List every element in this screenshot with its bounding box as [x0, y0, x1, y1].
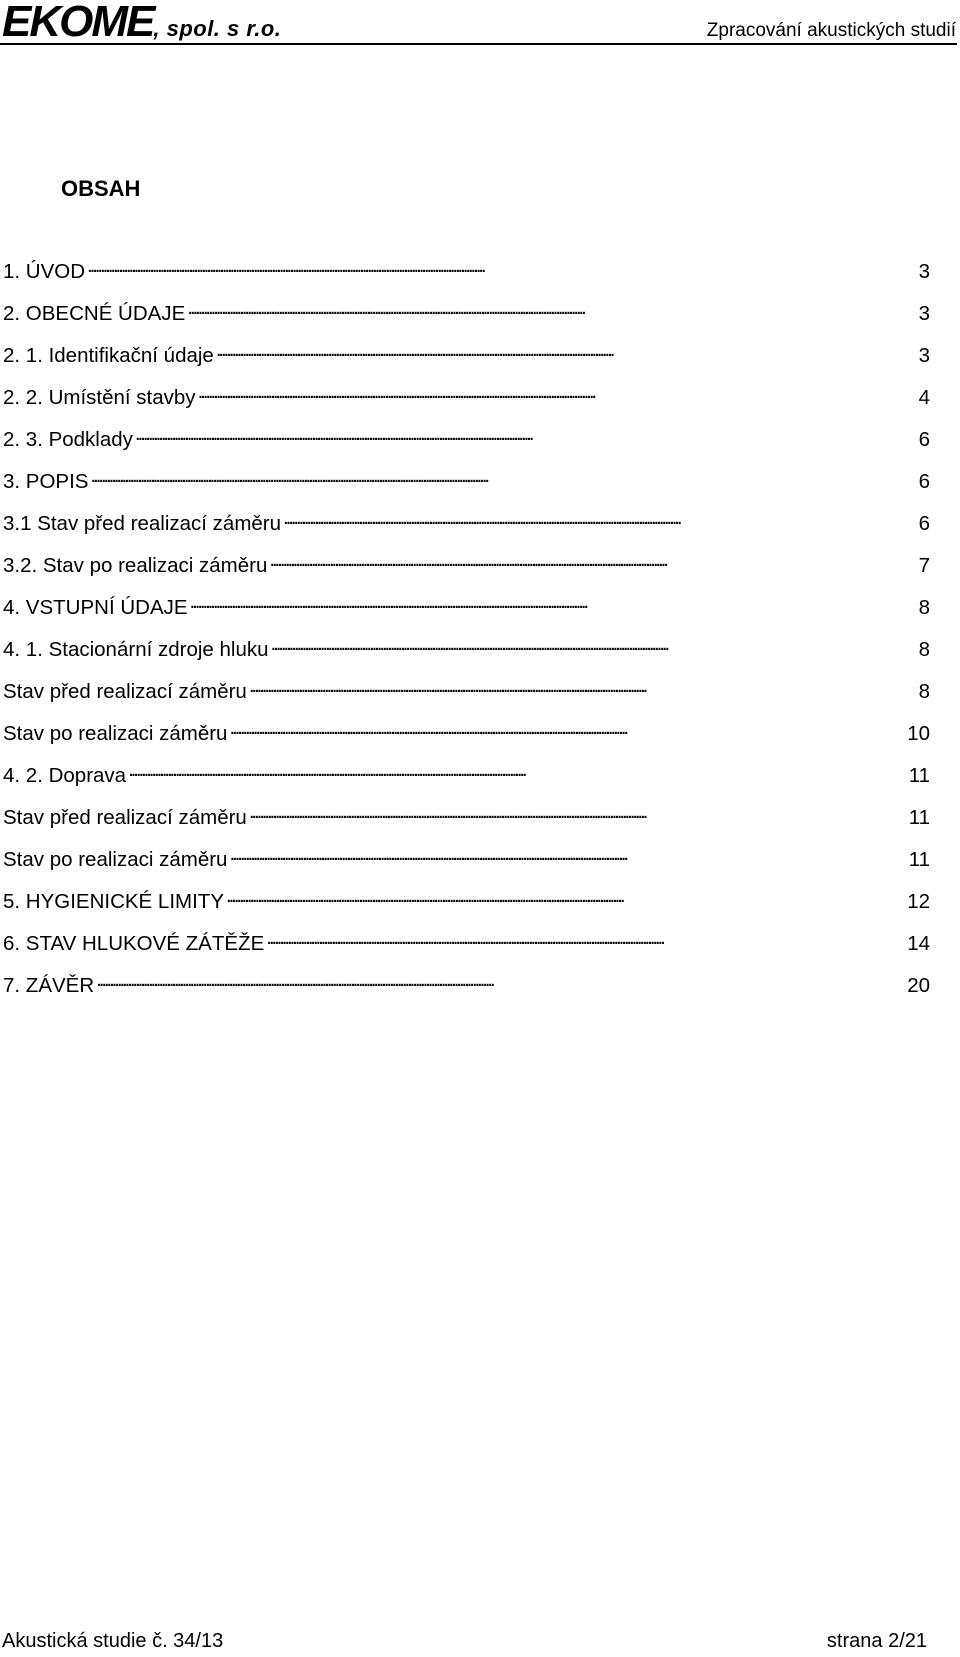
toc-entry-label: 2. 1. Identifikační údaje	[3, 343, 214, 367]
toc-entry-label: 1. ÚVOD	[3, 259, 86, 283]
toc-entry[interactable]	[3, 635, 930, 677]
table-of-contents	[3, 257, 930, 1013]
toc-entry-label: 4. 2. Doprava	[3, 763, 127, 787]
toc-dot-leader	[249, 677, 916, 698]
toc-entry-label: 2. 3. Podklady	[3, 427, 133, 451]
toc-entry-label: 6. STAV HLUKOVÉ ZÁTĚŽE	[3, 931, 265, 955]
header-subject: Zpracování akustických studií	[706, 20, 956, 41]
toc-entry-page: 8	[918, 679, 930, 703]
toc-dot-leader	[198, 383, 916, 404]
toc-dot-leader	[128, 761, 907, 782]
toc-entry-page: 12	[907, 889, 930, 913]
toc-dot-leader	[229, 719, 905, 740]
toc-entry[interactable]	[3, 803, 930, 845]
toc-dot-leader	[249, 803, 907, 824]
toc-entry-page: 6	[918, 469, 930, 493]
toc-entry-page: 11	[908, 805, 930, 829]
toc-dot-leader	[283, 509, 916, 530]
logo-suffix: , spol. s r.o.	[153, 16, 282, 41]
toc-entry-label: 3.1 Stav před realizací záměru	[3, 511, 282, 535]
header-divider	[0, 43, 957, 45]
toc-entry-label: 7. ZÁVĚR	[3, 973, 95, 997]
toc-entry-label: 2. OBECNÉ ÚDAJE	[3, 301, 186, 325]
toc-dot-leader	[216, 341, 916, 362]
toc-entry-page: 3	[918, 343, 930, 367]
toc-title: OBSAH	[61, 176, 141, 201]
logo-mark: EKOME	[2, 0, 154, 46]
toc-entry-page: 10	[907, 721, 930, 745]
toc-entry[interactable]	[3, 845, 930, 887]
toc-entry-page: 8	[918, 595, 930, 619]
toc-dot-leader	[96, 971, 905, 992]
toc-entry[interactable]	[3, 509, 930, 551]
toc-entry-page: 14	[907, 931, 930, 955]
toc-entry-page: 4	[918, 385, 930, 409]
toc-dot-leader	[87, 257, 916, 278]
toc-entry-label: 4. 1. Stacionární zdroje hluku	[3, 637, 269, 661]
toc-entry-label: 3. POPIS	[3, 469, 89, 493]
toc-entry-page: 20	[907, 973, 930, 997]
toc-entry-label: Stav po realizaci záměru	[3, 847, 228, 871]
toc-entry-label: Stav před realizací záměru	[3, 679, 247, 703]
toc-entry-label: Stav před realizací záměru	[3, 805, 247, 829]
toc-entry[interactable]	[3, 719, 930, 761]
toc-entry[interactable]	[3, 257, 930, 299]
toc-entry[interactable]	[3, 299, 930, 341]
toc-entry-label: 4. VSTUPNÍ ÚDAJE	[3, 595, 188, 619]
toc-entry[interactable]	[3, 929, 930, 971]
toc-dot-leader	[271, 635, 916, 656]
footer-document-id: Akustická studie č. 34/13	[2, 1630, 224, 1652]
toc-entry[interactable]	[3, 425, 930, 467]
toc-entry-label: 2. 2. Umístění stavby	[3, 385, 196, 409]
toc-entry[interactable]	[3, 551, 930, 593]
toc-entry-label: Stav po realizaci záměru	[3, 721, 228, 745]
toc-entry[interactable]	[3, 971, 930, 1013]
toc-entry-page: 3	[918, 259, 930, 283]
toc-dot-leader	[187, 299, 916, 320]
toc-dot-leader	[90, 467, 916, 488]
toc-dot-leader	[229, 845, 906, 866]
toc-entry[interactable]	[3, 761, 930, 803]
toc-entry-page: 11	[908, 763, 930, 787]
toc-entry-page: 11	[908, 847, 930, 871]
toc-entry[interactable]	[3, 341, 930, 383]
toc-entry[interactable]	[3, 383, 930, 425]
toc-entry-page: 3	[918, 301, 930, 325]
toc-entry-page: 8	[918, 637, 930, 661]
toc-dot-leader	[226, 887, 905, 908]
toc-entry[interactable]	[3, 887, 930, 929]
toc-entry-page: 7	[918, 553, 930, 577]
toc-dot-leader	[269, 551, 916, 572]
page-header	[0, 0, 960, 46]
toc-entry-label: 5. HYGIENICKÉ LIMITY	[3, 889, 224, 913]
toc-entry[interactable]	[3, 593, 930, 635]
toc-entry-page: 6	[918, 427, 930, 451]
toc-entry[interactable]	[3, 467, 930, 509]
toc-entry[interactable]	[3, 677, 930, 719]
toc-entry-page: 6	[918, 511, 930, 535]
toc-dot-leader	[190, 593, 916, 614]
toc-dot-leader	[266, 929, 905, 950]
toc-entry-label: 3.2. Stav po realizaci záměru	[3, 553, 268, 577]
footer-page-number: strana 2/21	[826, 1630, 927, 1652]
company-logo	[2, 2, 281, 44]
toc-dot-leader	[135, 425, 916, 446]
